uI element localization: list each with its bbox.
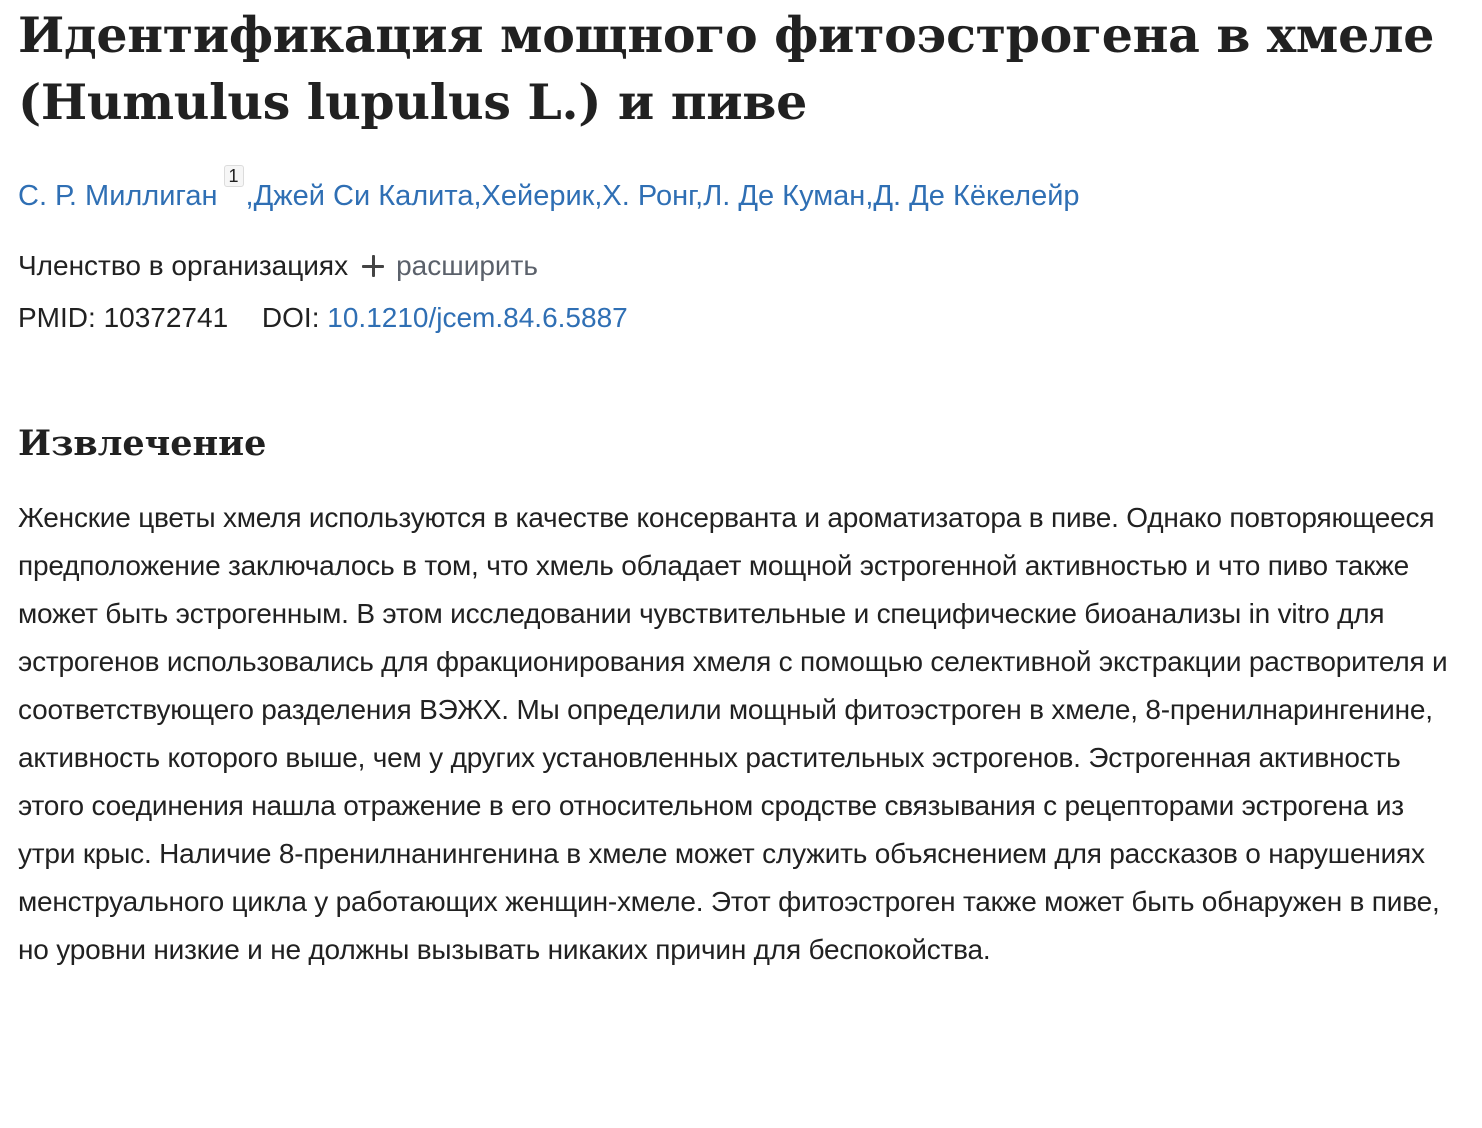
plus-icon bbox=[362, 255, 384, 277]
affiliation-ref-button[interactable]: 1 bbox=[224, 165, 244, 187]
author-link[interactable]: Х. Ронг bbox=[602, 180, 696, 212]
author-link[interactable]: Д. Де Кёкелейр bbox=[873, 180, 1080, 212]
author-separator: , bbox=[865, 180, 874, 212]
article-identifiers bbox=[18, 300, 1468, 336]
affiliations-row bbox=[18, 248, 1468, 284]
author-link[interactable]: С. Р. Миллиган bbox=[18, 180, 218, 212]
abstract-text: Женские цветы хмеля используются в качестве консерванта и ароматизатора в пиве. Однако повторяющееся предположение заключалось в том, что хмель обладает мощной эстрогенной активностью и что пиво также может быть эстрогенным. В этом исследовании чувствительные и специфические биоанализы in vitro для эстрогенов использовались для фракционирования хмеля с помощью селективной экстракции растворителя и соответствующего разделения ВЭЖХ. Мы определили мощный фитоэстроген в хмеле, 8-пренилнарингенине, активность которого выше, чем у других установленных растительных эстрогенов. Эстрогенная активность этого соединения нашла отражение в его относительном сродстве связывания с рецепторами эстрогена из утри крыс. Наличие 8-пренилнанингенина в хмеле может служить объяснением для рассказов о нарушениях менструального цикла у работающих женщин-хмеле. Этот фитоэстроген также может быть обнаружен в пиве, но уровни низкие и не должны вызывать никаких причин для беспокойства. bbox=[18, 502, 1448, 965]
author-list bbox=[18, 166, 1468, 216]
affiliations-label: Членство в организациях bbox=[18, 250, 349, 281]
author-link[interactable]: Хейерик bbox=[481, 180, 595, 212]
author-link[interactable]: Джей Си Калита bbox=[253, 180, 474, 212]
expand-affiliations-button[interactable] bbox=[362, 248, 538, 284]
pmid-value: 10372741 bbox=[103, 302, 229, 333]
article-title: Идентификация мощного фитоэстрогена в хмеле (Humulus lupulus L.) и пиве bbox=[18, 6, 1435, 131]
author-separator: , bbox=[473, 180, 482, 212]
article-page bbox=[18, 0, 1468, 974]
doi-label: DOI: bbox=[261, 302, 320, 333]
author-link[interactable]: Л. Де Куман bbox=[703, 180, 866, 212]
author-separator: , bbox=[245, 180, 254, 212]
author-separator: , bbox=[695, 180, 704, 212]
abstract-heading: Извлечение bbox=[18, 423, 267, 464]
expand-label: расширить bbox=[396, 250, 538, 281]
author-separator: , bbox=[594, 180, 603, 212]
pmid-label: PMID: bbox=[18, 302, 96, 333]
doi-link[interactable]: 10.1210/jcem.84.6.5887 bbox=[327, 302, 628, 333]
